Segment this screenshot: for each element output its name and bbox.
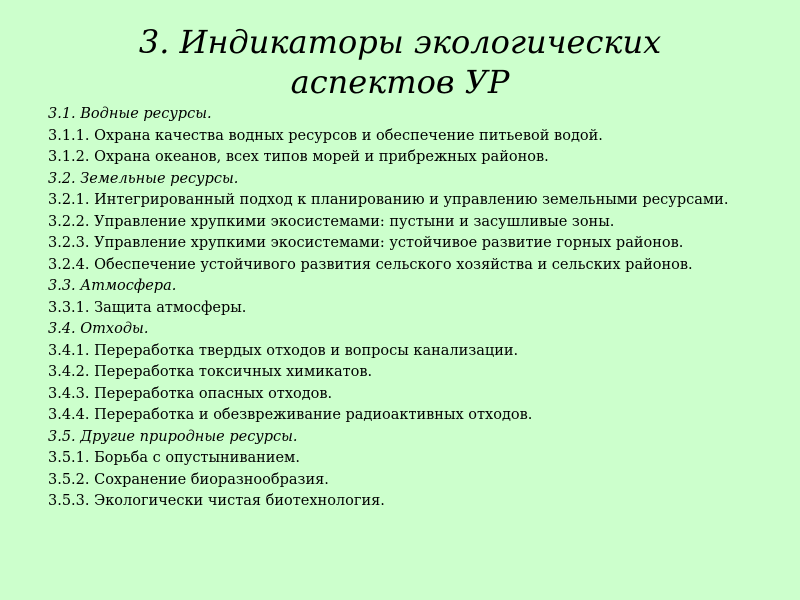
list-item: 3.2.1. Интегрированный подход к планированию и управлению земельными ресурсами.	[48, 192, 729, 208]
indicator-list	[48, 106, 768, 515]
list-item: 3.2.4. Обеспечение устойчивого развития сельского хозяйства и сельских районов.	[48, 256, 693, 273]
list-item: 3.5.1. Борьба с опустыниванием.	[48, 450, 300, 466]
list-item: 3.4.2. Переработка токсичных химикатов.	[48, 364, 373, 380]
list-item: 3.5.2. Сохранение биоразнообразия.	[48, 471, 329, 488]
section-heading: 3.5. Другие природные ресурсы.	[48, 428, 298, 445]
section-heading: 3.2. Земельные ресурсы.	[48, 170, 239, 187]
list-item: 3.1.2. Охрана океанов, всех типов морей и прибрежных районов.	[48, 149, 549, 165]
slide-title-line-1: 3. Индикаторы экологических	[138, 23, 662, 61]
section-heading: 3.4. Отходы.	[48, 321, 149, 337]
section-heading: 3.3. Атмосфера.	[48, 278, 177, 294]
list-item: 3.4.3. Переработка опасных отходов.	[48, 385, 333, 402]
list-item: 3.5.3. Экологически чистая биотехнология.	[48, 493, 385, 509]
section-heading: 3.1. Водные ресурсы.	[48, 106, 212, 122]
slide-title	[0, 22, 800, 102]
list-item: 3.4.4. Переработка и обезвреживание радиоактивных отходов.	[48, 407, 533, 423]
list-item: 3.2.2. Управление хрупкими экосистемами: пустыни и засушливые зоны.	[48, 213, 615, 230]
list-item: 3.1.1. Охрана качества водных ресурсов и обеспечение питьевой водой.	[48, 127, 603, 144]
list-item: 3.4.1. Переработка твердых отходов и вопросы канализации.	[48, 342, 519, 359]
list-item: 3.2.3. Управление хрупкими экосистемами: устойчивое развитие горных районов.	[48, 235, 684, 251]
list-item: 3.3.1. Защита атмосферы.	[48, 299, 247, 316]
slide-title-line-2: аспектов УР	[290, 63, 510, 101]
